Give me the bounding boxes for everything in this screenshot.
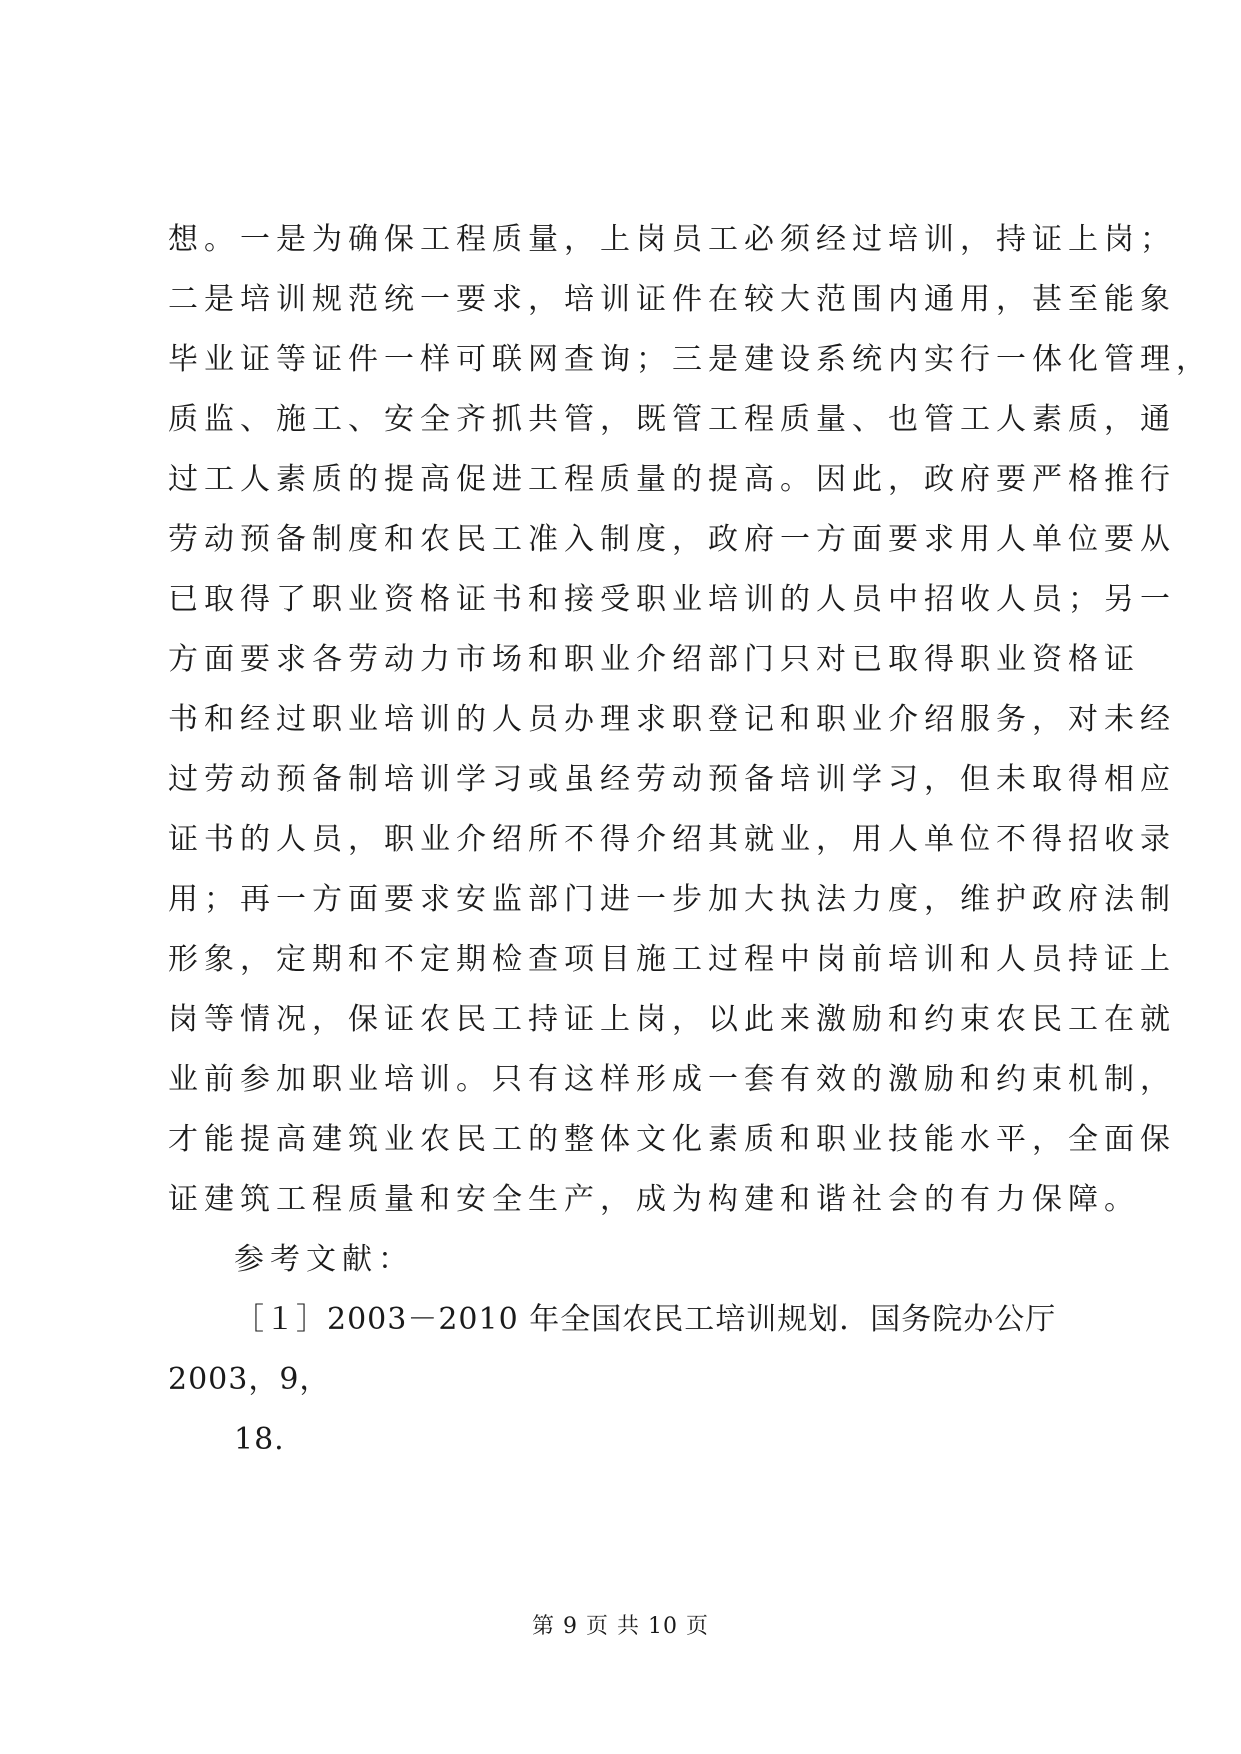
reference-entry: ［１］2003－2010 年全国农民工培训规划．国务院办公厅 — [234, 1302, 1057, 1337]
page-number-footer: 第 9 页 共 10 页 — [532, 1614, 709, 1639]
paragraph-line: 证建筑工程质量和安全生产，成为构建和谐社会的有力保障。 — [168, 1182, 1140, 1217]
paragraph-line: 质监、施工、安全齐抓共管，既管工程质量、也管工人素质，通 — [168, 402, 1176, 437]
paragraph-line: 书和经过职业培训的人员办理求职登记和职业介绍服务，对未经 — [168, 702, 1176, 737]
paragraph-line: 想。一是为确保工程质量，上岗员工必须经过培训，持证上岗； — [168, 222, 1176, 257]
reference-entry-continuation: 2003，9， — [168, 1362, 331, 1397]
paragraph-line: 毕业证等证件一样可联网查询；三是建设系统内实行一体化管理， — [168, 342, 1212, 377]
paragraph-line: 二是培训规范统一要求，培训证件在较大范围内通用，甚至能象 — [168, 282, 1176, 317]
paragraph-line: 过工人素质的提高促进工程质量的提高。因此，政府要严格推行 — [168, 462, 1176, 497]
references-heading: 参考文献： — [234, 1242, 414, 1277]
paragraph-line: 劳动预备制度和农民工准入制度，政府一方面要求用人单位要从 — [168, 522, 1176, 557]
paragraph-line: 过劳动预备制培训学习或虽经劳动预备培训学习，但未取得相应 — [168, 762, 1176, 797]
paragraph-line: 形象，定期和不定期检查项目施工过程中岗前培训和人员持证上 — [168, 942, 1176, 977]
paragraph-line: 已取得了职业资格证书和接受职业培训的人员中招收人员；另一 — [168, 582, 1176, 617]
paragraph-line: 证书的人员，职业介绍所不得介绍其就业，用人单位不得招收录 — [168, 822, 1176, 857]
paragraph-line: 业前参加职业培训。只有这样形成一套有效的激励和约束机制， — [168, 1062, 1176, 1097]
paragraph-line: 用；再一方面要求安监部门进一步加大执法力度，维护政府法制 — [168, 882, 1176, 917]
reference-entry-continuation: 18. — [234, 1422, 285, 1457]
body-text — [168, 210, 1212, 1470]
paragraph-line: 方面要求各劳动力市场和职业介绍部门只对已取得职业资格证 — [168, 642, 1140, 677]
paragraph-line: 才能提高建筑业农民工的整体文化素质和职业技能水平，全面保 — [168, 1122, 1176, 1157]
paragraph-line: 岗等情况，保证农民工持证上岗，以此来激励和约束农民工在就 — [168, 1002, 1176, 1037]
